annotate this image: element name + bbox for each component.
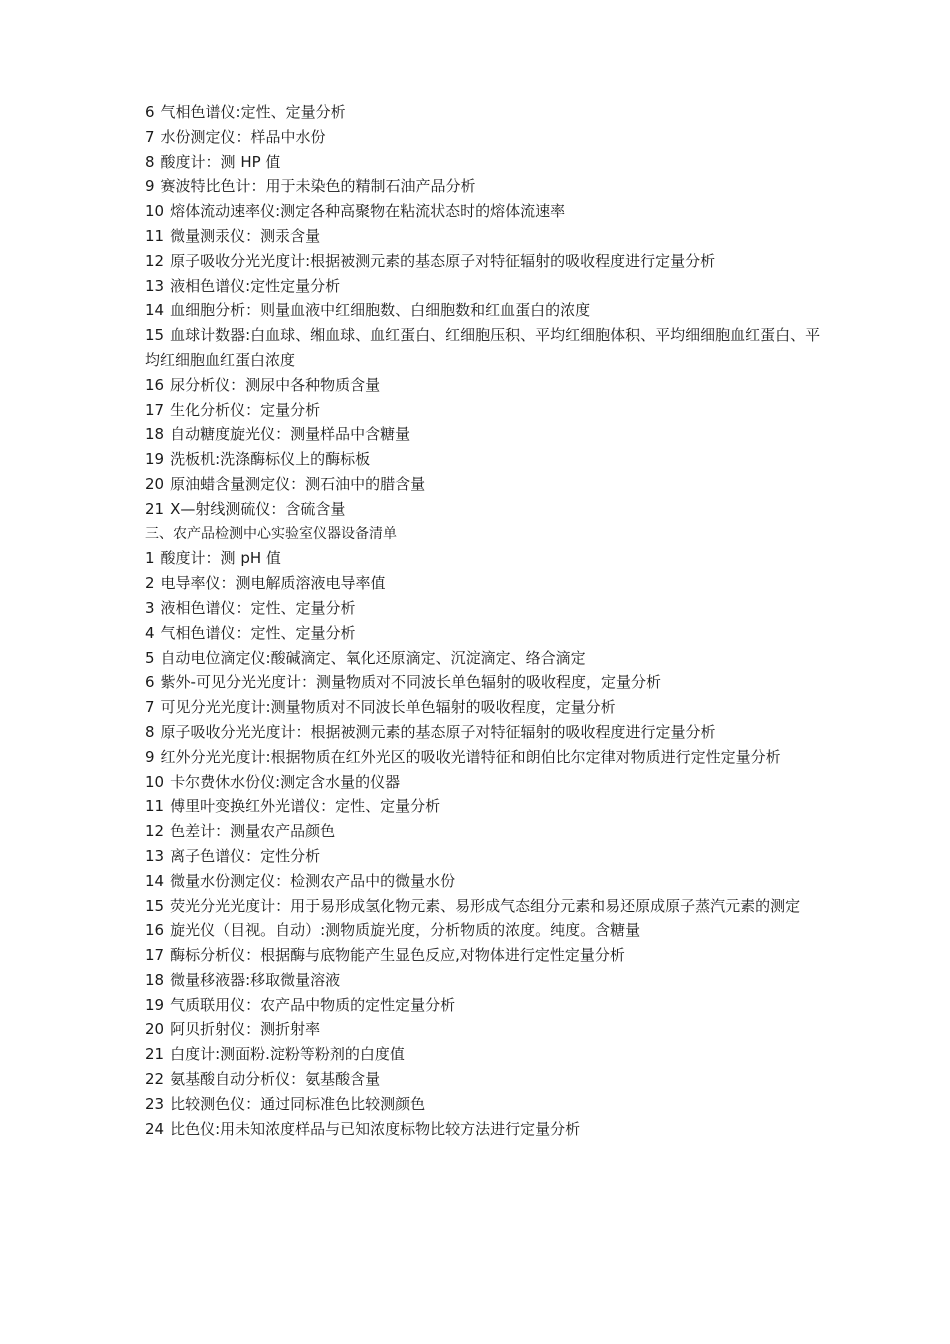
list-item: 10 卡尔费休水份仪:测定含水量的仪器 bbox=[145, 772, 401, 791]
list-item: 21 白度计:测面粉.淀粉等粉剂的白度值 bbox=[145, 1045, 405, 1064]
list-item: 16 旋光仪（目视。自动）:测物质旋光度，分析物质的浓度。纯度。含糖量 bbox=[145, 921, 641, 940]
list-item: 12 原子吸收分光光度计:根据被测元素的基态原子对特征辐射的吸收程度进行定量分析 bbox=[145, 251, 716, 270]
list-item: 13 液相色谱仪:定性定量分析 bbox=[145, 276, 341, 295]
list-item: 21 X—射线测硫仪：含硫含量 bbox=[145, 499, 346, 518]
list-item: 6 气相色谱仪:定性、定量分析 bbox=[145, 103, 346, 121]
list-item: 18 微量移液器:移取微量溶液 bbox=[145, 970, 341, 989]
list-item: 9 赛波特比色计：用于未染色的精制石油产品分析 bbox=[145, 177, 476, 196]
list-item: 1 酸度计：测 pH 值 bbox=[145, 549, 281, 568]
list-item: 5 自动电位滴定仪:酸碱滴定、氧化还原滴定、沉淀滴定、络合滴定 bbox=[145, 648, 586, 667]
list-item: 11 微量测汞仪：测汞含量 bbox=[145, 226, 321, 245]
list-item: 7 可见分光光度计:测量物质对不同波长单色辐射的吸收程度，定量分析 bbox=[145, 698, 616, 717]
list-item: 19 洗板机:洗涤酶标仪上的酶标板 bbox=[145, 450, 371, 469]
list-item: 9 红外分光光度计:根据物质在红外光区的吸收光谱特征和朗伯比尔定律对物质进行定性定量分析 bbox=[145, 747, 781, 766]
list-item: 13 离子色谱仪：定性分析 bbox=[145, 846, 321, 865]
list-item: 8 酸度计：测 HP 值 bbox=[145, 152, 281, 171]
list-item: 10 熔体流动速率仪:测定各种高聚物在粘流状态时的熔体流速率 bbox=[145, 202, 566, 221]
list-item: 3 液相色谱仪：定性、定量分析 bbox=[145, 598, 356, 617]
list-item: 24 比色仪:用未知浓度样品与已知浓度标物比较方法进行定量分析 bbox=[145, 1119, 581, 1138]
list-item: 22 氨基酸自动分析仪：氨基酸含量 bbox=[145, 1070, 381, 1089]
list-item: 12 色差计：测量农产品颜色 bbox=[145, 822, 336, 841]
list-item: 17 生化分析仪：定量分析 bbox=[145, 400, 321, 419]
list-item: 6 紫外-可见分光光度计：测量物质对不同波长单色辐射的吸收程度，定量分析 bbox=[145, 673, 661, 692]
document-body bbox=[145, 100, 825, 1141]
list-item: 11 傅里叶变换红外光谱仪：定性、定量分析 bbox=[145, 797, 441, 816]
list-item: 14 微量水份测定仪：检测农产品中的微量水份 bbox=[145, 871, 456, 890]
list-item: 16 尿分析仪：测尿中各种物质含量 bbox=[145, 375, 381, 394]
list-item: 15 血球计数器:白血球、缃血球、血红蛋白、红细胞压积、平均红细胞体积、平均细细胞血红蛋白、平均红细胞血红蛋白浓度 bbox=[145, 326, 821, 369]
section3-list bbox=[145, 546, 825, 1141]
list-item: 15 荧光分光光度计：用于易形成氢化物元素、易形成气态组分元素和易还原成原子蒸汽元素的测定 bbox=[145, 896, 801, 915]
section2-list bbox=[145, 100, 825, 522]
list-item: 8 原子吸收分光光度计：根据被测元素的基态原子对特征辐射的吸收程度进行定量分析 bbox=[145, 722, 716, 741]
list-item: 23 比较测色仪：通过同标准色比较测颜色 bbox=[145, 1094, 426, 1113]
list-item: 20 阿贝折射仪：测折射率 bbox=[145, 1020, 321, 1039]
list-item: 18 自动糖度旋光仪：测量样品中含糖量 bbox=[145, 425, 411, 444]
section3-heading: 三、农产品检测中心实验室仪器设备清单 bbox=[145, 525, 397, 542]
list-item: 4 气相色谱仪：定性、定量分析 bbox=[145, 623, 356, 642]
list-item: 7 水份测定仪：样品中水份 bbox=[145, 127, 326, 146]
list-item: 17 酶标分析仪：根据酶与底物能产生显色反应,对物体进行定性定量分析 bbox=[145, 946, 625, 965]
list-item: 14 血细胞分析：则量血液中红细胞数、白细胞数和红血蛋白的浓度 bbox=[145, 301, 591, 320]
list-item: 2 电导率仪：测电解质溶液电导率值 bbox=[145, 574, 386, 593]
list-item: 20 原油蜡含量测定仪：测石油中的腊含量 bbox=[145, 474, 426, 493]
list-item: 19 气质联用仪：农产品中物质的定性定量分析 bbox=[145, 995, 456, 1014]
